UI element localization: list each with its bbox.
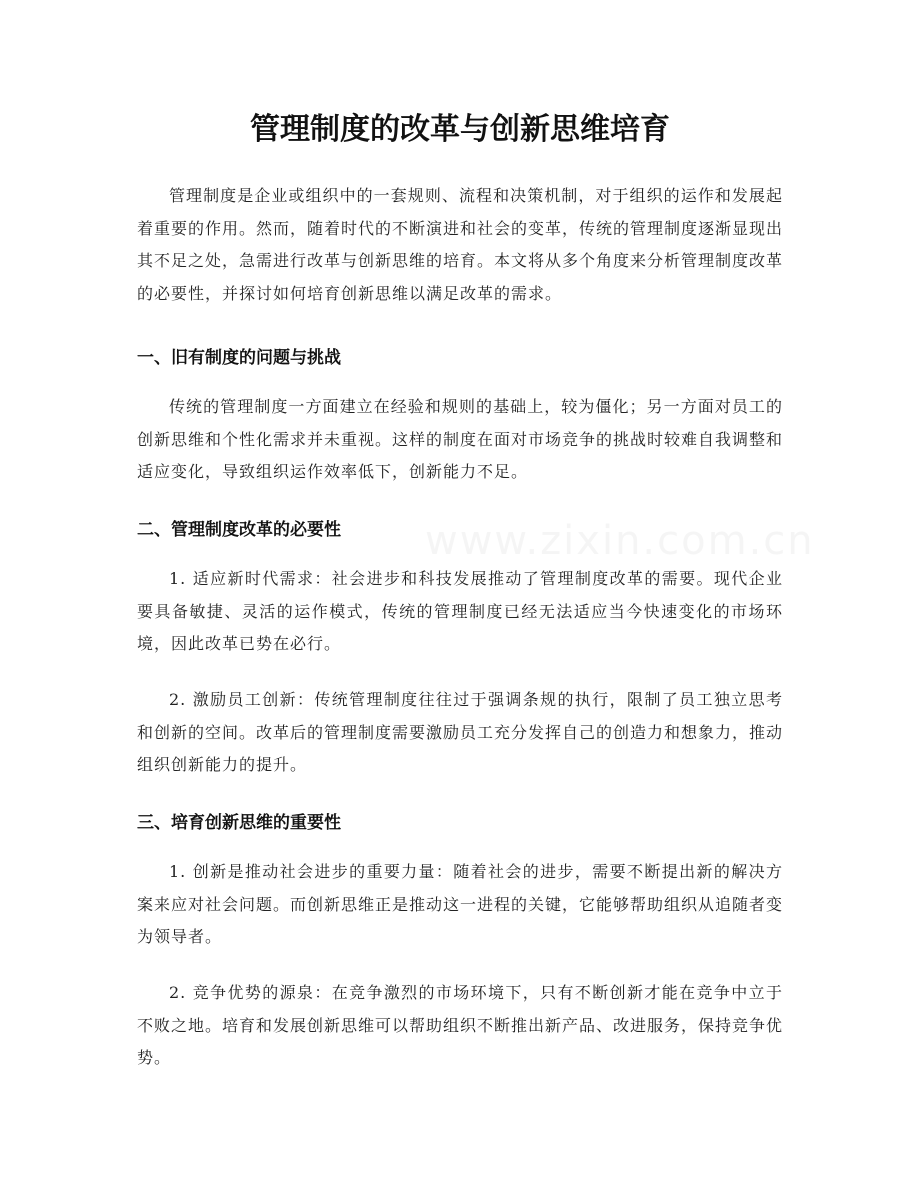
section-2-heading: 二、管理制度改革的必要性 <box>137 520 341 540</box>
section-3-paragraph-2: 2. 竞争优势的源泉：在竞争激烈的市场环境下，只有不断创新才能在竞争中立于不败之地。培育和发展创新思维可以帮助组织不断推出新产品、改进服务，保持竞争优势。 <box>137 983 784 1067</box>
section-3-paragraph-1: 1. 创新是推动社会进步的重要力量：随着社会的进步，需要不断提出新的解决方案来应对社会问题。而创新思维正是推动这一进程的关键，它能够帮助组织从追随者变为领导者。 <box>137 862 784 946</box>
intro-paragraph: 管理制度是企业或组织中的一套规则、流程和决策机制，对于组织的运作和发展起着重要的作用。然而，随着时代的不断演进和社会的变革，传统的管理制度逐渐显现出其不足之处，急需进行改革与创新思维的培育。本文将从多个角度来分析管理制度改革的必要性，并探讨如何培育创新思维以满足改革的需求。 <box>137 186 784 303</box>
section-3-heading: 三、培育创新思维的重要性 <box>137 813 341 833</box>
section-1-heading: 一、旧有制度的问题与挑战 <box>137 348 341 368</box>
watermark: www.zixin.com.cn <box>425 518 815 564</box>
section-2-paragraph-1: 1. 适应新时代需求：社会进步和科技发展推动了管理制度改革的需要。现代企业要具备敏捷、灵活的运作模式，传统的管理制度已经无法适应当今快速变化的市场环境，因此改革已势在必行。 <box>137 569 783 653</box>
section-1-paragraph-1: 传统的管理制度一方面建立在经验和规则的基础上，较为僵化；另一方面对员工的创新思维和个性化需求并未重视。这样的制度在面对市场竞争的挑战时较难自我调整和适应变化，导致组织运作效率低下，创新能力不足。 <box>137 397 784 481</box>
document-title: 管理制度的改革与创新思维培育 <box>250 112 670 147</box>
section-2-paragraph-2: 2. 激励员工创新：传统管理制度往往过于强调条规的执行，限制了员工独立思考和创新的空间。改革后的管理制度需要激励员工充分发挥自己的创造力和想象力，推动组织创新能力的提升。 <box>137 690 784 774</box>
